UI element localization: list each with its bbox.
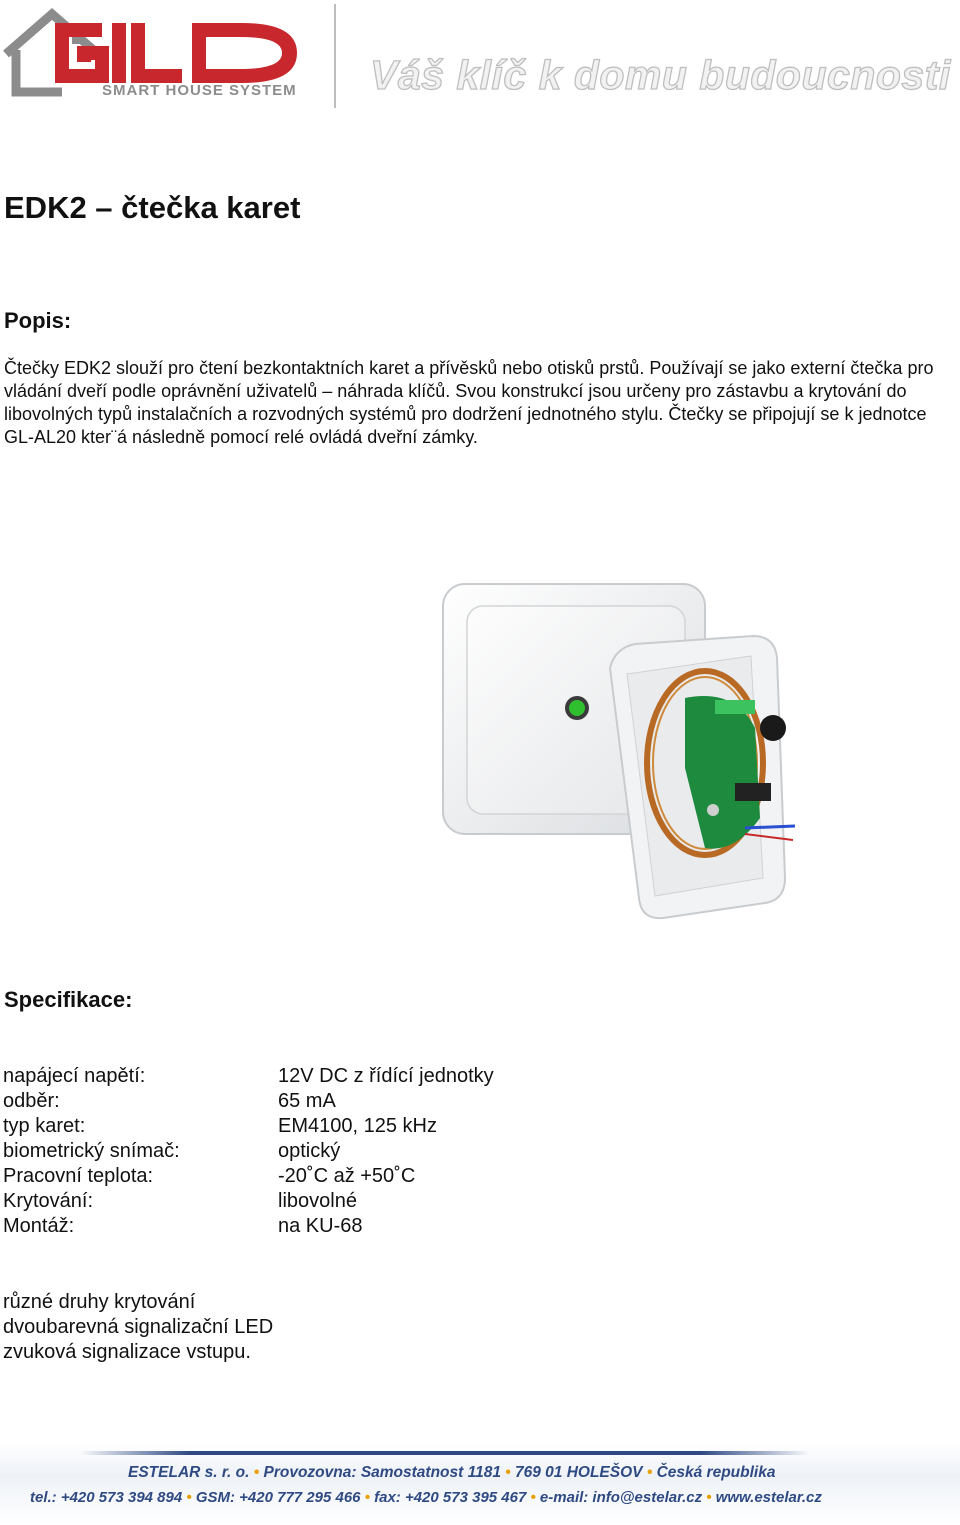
footer-address: Provozovna: Samostatnost 1181	[263, 1464, 501, 1481]
footer	[0, 1443, 960, 1525]
spec-label: Montáž:	[3, 1215, 75, 1237]
footer-web[interactable]: www.estelar.cz	[715, 1489, 822, 1506]
spec-label: Krytování:	[3, 1190, 94, 1212]
header-divider	[334, 4, 336, 108]
feature-list	[3, 1290, 273, 1365]
specifications-heading: Specifikace:	[4, 987, 133, 1012]
table-row	[3, 1089, 494, 1114]
spec-label: napájecí napětí:	[3, 1065, 146, 1087]
footer-rule	[80, 1451, 810, 1455]
footer-fax: fax: +420 573 395 467	[374, 1489, 527, 1506]
spec-value: 65 mA	[278, 1090, 336, 1112]
spec-value: na KU-68	[278, 1215, 363, 1237]
spec-value: libovolné	[278, 1190, 357, 1212]
spec-value: optický	[278, 1140, 341, 1162]
footer-company: ESTELAR s. r. o.	[128, 1464, 250, 1481]
bullet-icon: •	[364, 1489, 375, 1506]
list-item: zvuková signalizace vstupu.	[3, 1341, 251, 1363]
bullet-icon: •	[505, 1464, 515, 1481]
description-heading: Popis:	[4, 308, 72, 333]
bullet-icon: •	[646, 1464, 657, 1481]
spec-value: 12V DC z řídící jednotky	[278, 1065, 494, 1087]
spec-value: EM4100, 125 kHz	[278, 1115, 437, 1137]
footer-address-line	[128, 1464, 775, 1482]
footer-country: Česká republika	[656, 1464, 776, 1481]
table-row	[3, 1214, 494, 1239]
spec-label: typ karet:	[3, 1115, 86, 1137]
slogan: Váš klíč k domu budoucnosti	[370, 52, 951, 98]
table-row	[3, 1064, 494, 1089]
bullet-icon: •	[186, 1489, 196, 1506]
description-text: Čtečky EDK2 slouží pro čtení bezkontaktních karet a přívěsků nebo otisků prstů. Používají se jako externí čtečka pro vládání dveří podle oprávnění uživatelů – náhrada klíčů. Svou konstrukcí jsou určeny pro zástavbu a krytování do libovolných typů instalačních a rozvodných systémů pro dodržení jednotného stylu. Čtečky se připojují se k jednotce GL-AL20 kter¨á následně pomocí relé ovládá dveřní zámky.	[4, 358, 934, 447]
footer-gsm: GSM: +420 777 295 466	[195, 1489, 361, 1506]
page-title: EDK2 – čtečka karet	[4, 190, 301, 225]
list-item: dvoubarevná signalizační LED	[3, 1316, 274, 1338]
spec-label: Pracovní teplota:	[3, 1165, 154, 1187]
spec-label: biometrický snímač:	[3, 1140, 180, 1162]
spec-label: odběr:	[3, 1090, 60, 1112]
gild-logo	[2, 8, 312, 103]
product-photo	[435, 578, 820, 928]
table-row	[3, 1139, 494, 1164]
footer-city: 769 01 HOLEŠOV	[515, 1464, 643, 1481]
bullet-icon: •	[706, 1489, 716, 1506]
spec-table	[3, 1064, 494, 1239]
footer-email[interactable]: e-mail: info@estelar.cz	[539, 1489, 703, 1506]
table-row	[3, 1114, 494, 1139]
footer-contact-line	[30, 1489, 822, 1506]
bullet-icon: •	[253, 1464, 264, 1481]
bullet-icon: •	[530, 1489, 540, 1506]
logo-tagline: SMART HOUSE SYSTEM	[102, 82, 297, 99]
table-row	[3, 1189, 494, 1214]
list-item: různé druhy krytování	[3, 1291, 196, 1313]
footer-tel: tel.: +420 573 394 894	[30, 1489, 183, 1506]
table-row	[3, 1164, 494, 1189]
spec-value: -20˚C až +50˚C	[278, 1165, 416, 1187]
